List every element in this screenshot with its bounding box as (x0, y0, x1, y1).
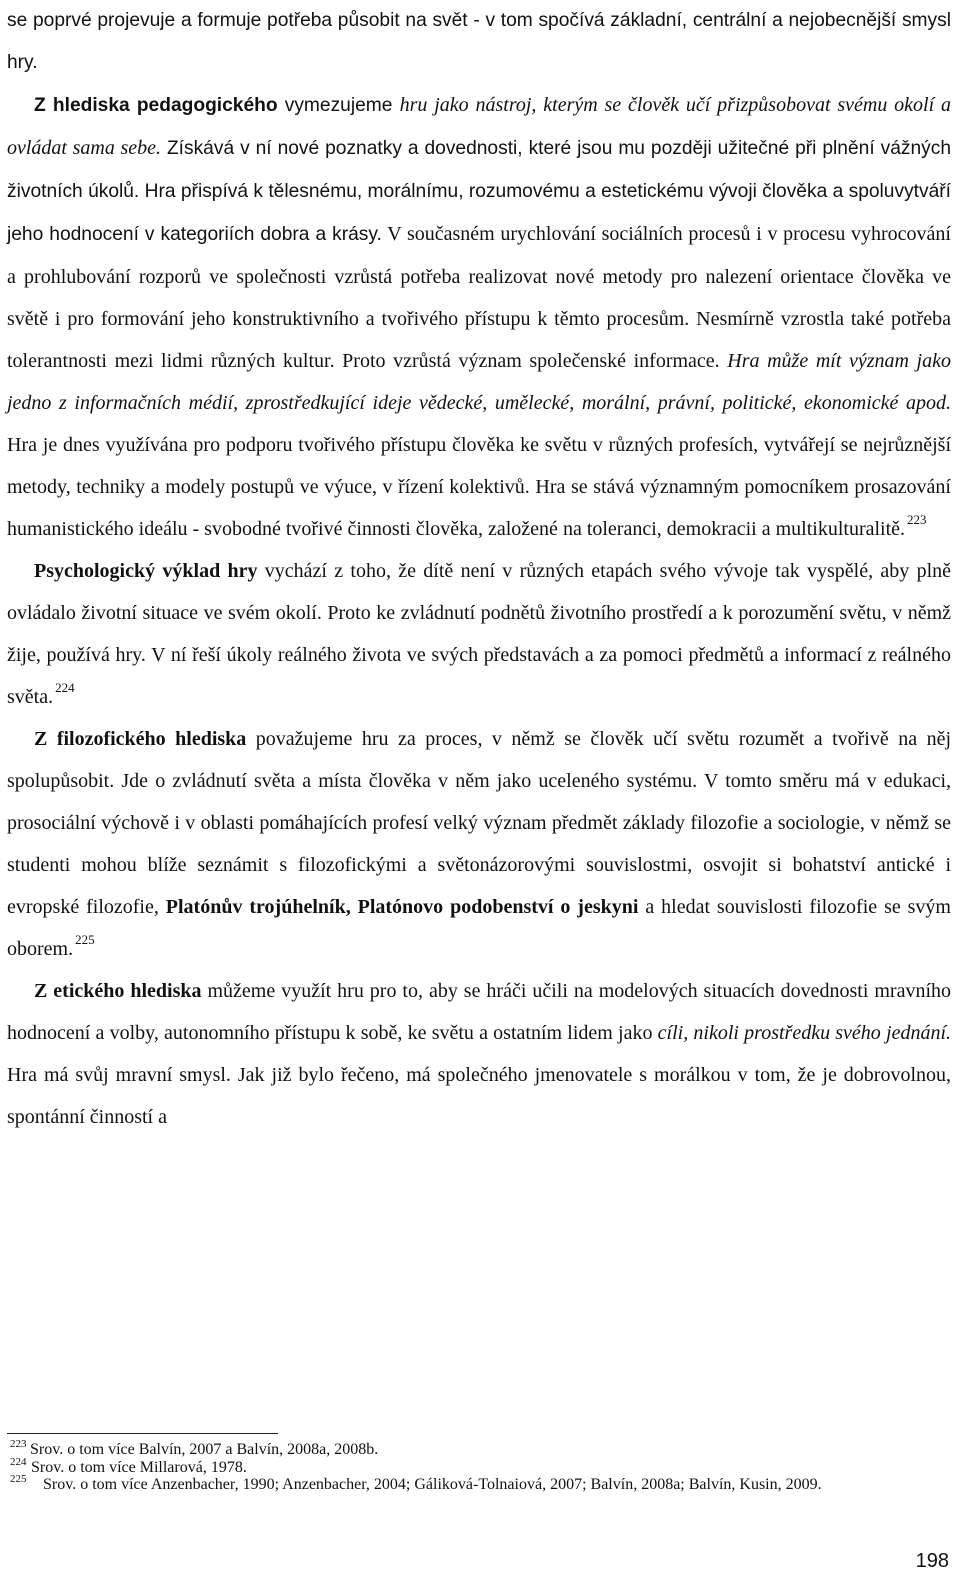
paragraph-lead: Z etického hlediska (34, 980, 202, 1002)
body-text (7, 0, 951, 1138)
paragraph-philosophical (7, 718, 951, 970)
footnote-number: 225 (10, 1473, 27, 1485)
paragraph-psychological (7, 550, 951, 718)
paragraph-text: a hledat souvislosti filozofie se svým oborem. (7, 896, 951, 960)
paragraph-emphasis: Hra může mít význam jako jedno z informačních médií, zprostředkující ideje vědecké, umělecké, morální, právní, politické, ekonomické apod. (7, 350, 951, 414)
paragraph-lead: Psychologický výklad hry (34, 560, 258, 582)
paragraph-text: můžeme využít hru pro to, aby se hráči učili na modelových situacích dovednosti mravního hodnocení a volby, autonomního přístupu k sobě, ke světu a ostatním lidem jako (7, 980, 951, 1044)
footnote-text: Srov. o tom více Anzenbacher, 1990; Anzenbacher, 2004; Gáliková-Tolnaiová, 2007; Balvín, 2008a; Balvín, Kusin, 2009. (43, 1476, 822, 1493)
footnote-separator (7, 1433, 278, 1434)
paragraph-text: vychází z toho, že dítě není v různých etapách svého vývoje tak vyspělé, aby plně ovládalo životní situace ve svém okolí. Proto ke zvládnutí podnětů životního prostředí a k porozumění světu, v němž žije, používá hry. V ní řeší úkoly reálného života ve svých představách a za pomoci předmětů a informací z reálného světa. (7, 560, 951, 708)
paragraph-text: Hra má svůj mravní smysl. Jak již bylo řečeno, má společného jmenovatele s morálkou v tom, že je dobrovolnou, spontánní činností a (7, 1064, 951, 1128)
paragraph-lead: Z hlediska pedagogického (34, 95, 278, 116)
paragraph-text: Hra je dnes využívána pro podporu tvořivého přístupu člověka ke světu v různých profesích, vytvářejí se nejrůznější metody, techniky a modely postupů ve výuce, v řízení kolektivů. Hra se stává významným pomocníkem prosazování humanistického ideálu - svobodné tvořivé činnosti člověka, založené na toleranci, demokracii a multikulturalitě. (7, 434, 951, 540)
paragraph-emphasis: hru jako nástroj, kterým se člověk učí přizpůsobovat svému okolí a ovládat sama sebe. (7, 94, 951, 159)
paragraph-text: se poprvé projevuje a formuje potřeba působit na svět - v tom spočívá základní, centrální a nejobecnější smysl hry. (7, 10, 951, 73)
footnote-text: Srov. o tom více Balvín, 2007 a Balvín, 2008a, 2008b. (30, 1441, 379, 1458)
footnote-ref: 224 (55, 680, 75, 695)
paragraph-lead: Z filozofického hlediska (34, 728, 247, 750)
paragraph-bold: Platónův trojúhelník, Platónovo podobenství o jeskyni (165, 896, 639, 918)
footnote-ref: 225 (75, 932, 95, 947)
footnote-text: Srov. o tom více Millarová, 1978. (31, 1458, 247, 1476)
paragraph-continued (7, 0, 951, 84)
paragraph-pedagogical (7, 84, 951, 550)
paragraph-text: Získává v ní nové poznatky a dovednosti, které jsou mu později užitečné při plnění vážných životních úkolů. Hra přispívá k tělesnému, morálnímu, rozumovému a estetickému vývoji člověka a spoluvytváří jeho hodnocení v kategoriích dobra a krásy. (7, 138, 951, 245)
footnote-number: 224 (10, 1455, 27, 1468)
paragraph-text: považujeme hru za proces, v němž se člověk učí světu rozumět a tvořivě na něj spolupůsobit. Jde o zvládnutí světa a místa člověka v něm jako uceleného systému. V tomto směru má v edukaci, prosociální výchově i v oblasti pomáhajících profesí velký význam předmět základy filozofie a sociologie, v němž se studenti mohou blíže seznámit s filozofickými a světonázorovými souvislostmi, osvojit si bohatství antické i evropské filozofie, (7, 728, 951, 918)
paragraph-ethical (7, 970, 951, 1138)
paragraph-emphasis: cíli, nikoli prostředku svého jednání. (657, 1022, 951, 1044)
footnote (7, 1438, 951, 1459)
footnote-ref: 223 (907, 512, 927, 527)
footnote (7, 1473, 951, 1494)
footnote-number: 223 (10, 1438, 27, 1450)
paragraph-text: V současném urychlování sociálních procesů i v procesu vyhrocování a prohlubování rozporů ve společnosti vzrůstá potřeba realizovat nové metody pro nalezení orientace člověka ve světě i pro formování jeho konstruktivního a tvořivého přístupu k těmto procesům. Nesmírně vzrostla také potřeba tolerantnosti mezi lidmi různých kultur. Proto vzrůstá význam společenské informace. (7, 223, 951, 372)
footnote (7, 1455, 951, 1477)
footnotes (7, 1438, 951, 1494)
paragraph-text: vymezujeme (277, 95, 400, 116)
page-number: 198 (915, 1550, 949, 1572)
